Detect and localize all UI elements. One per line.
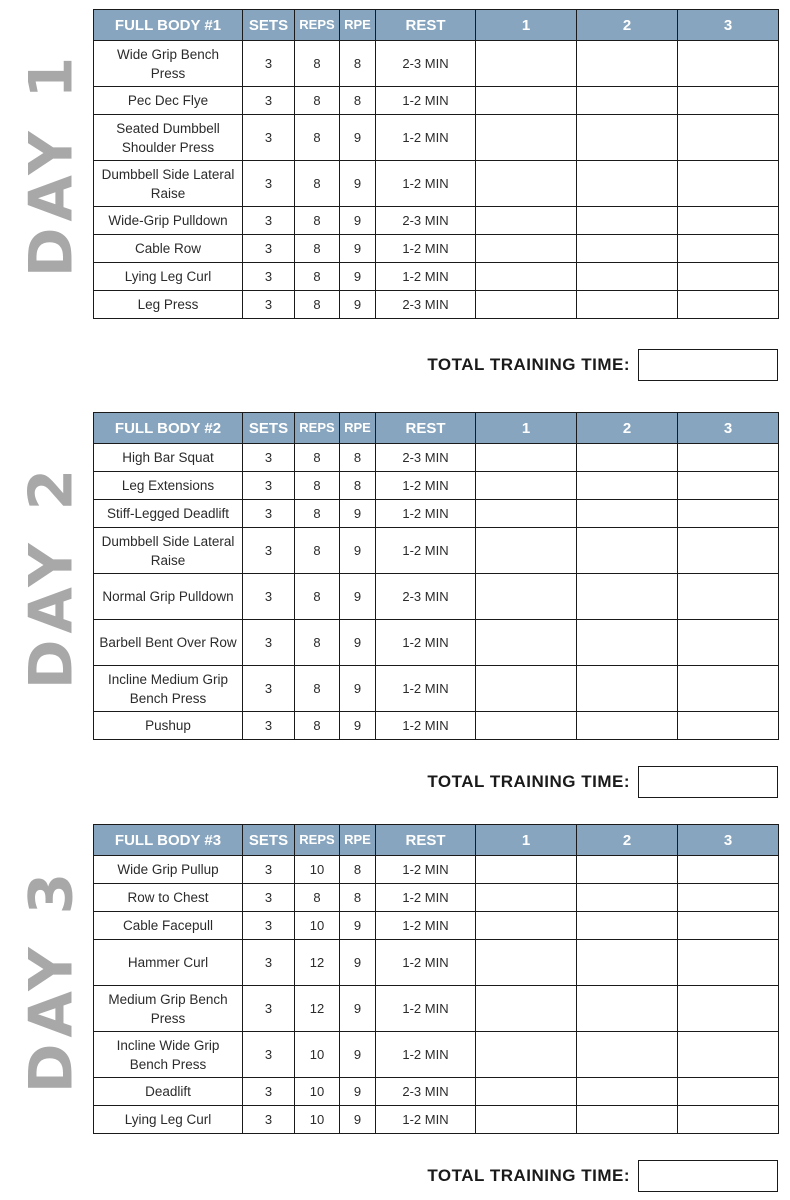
- table-row: [94, 574, 779, 620]
- set-1-entry[interactable]: [476, 444, 577, 472]
- reps-header: REPS: [295, 825, 340, 856]
- exercise-name: Lying Leg Curl: [94, 263, 243, 291]
- rest-value: 1-2 MIN: [376, 263, 476, 291]
- set-3-entry[interactable]: [678, 500, 779, 528]
- reps-value: 12: [295, 986, 340, 1032]
- sets-value: 3: [243, 620, 295, 666]
- total-training-time-label: TOTAL TRAINING TIME:: [427, 355, 630, 374]
- set-3-entry[interactable]: [678, 1078, 779, 1106]
- table-row: [94, 986, 779, 1032]
- rest-value: 1-2 MIN: [376, 528, 476, 574]
- set-3-entry[interactable]: [678, 884, 779, 912]
- sets-value: 3: [243, 115, 295, 161]
- table-row: [94, 712, 779, 740]
- set-3-entry[interactable]: [678, 574, 779, 620]
- rpe-value: 9: [340, 528, 376, 574]
- rpe-value: 9: [340, 1032, 376, 1078]
- set-3-entry[interactable]: [678, 235, 779, 263]
- set-1-entry[interactable]: [476, 161, 577, 207]
- rpe-header: RPE: [340, 413, 376, 444]
- exercise-name: Incline Wide Grip Bench Press: [94, 1032, 243, 1078]
- rpe-value: 9: [340, 986, 376, 1032]
- exercise-name: Stiff-Legged Deadlift: [94, 500, 243, 528]
- exercise-name: Medium Grip Bench Press: [94, 986, 243, 1032]
- table-row: [94, 500, 779, 528]
- rpe-value: 9: [340, 1106, 376, 1134]
- sets-value: 3: [243, 444, 295, 472]
- reps-value: 8: [295, 574, 340, 620]
- reps-value: 8: [295, 291, 340, 319]
- exercise-name: Wide Grip Pullup: [94, 856, 243, 884]
- set-3-entry[interactable]: [678, 666, 779, 712]
- sets-value: 3: [243, 207, 295, 235]
- table-row: [94, 235, 779, 263]
- reps-value: 8: [295, 87, 340, 115]
- set-2-entry[interactable]: [577, 115, 678, 161]
- set-1-entry[interactable]: [476, 207, 577, 235]
- reps-value: 8: [295, 263, 340, 291]
- set-1-entry[interactable]: [476, 1106, 577, 1134]
- set-1-entry[interactable]: [476, 1078, 577, 1106]
- set-2-entry[interactable]: [577, 161, 678, 207]
- set-2-entry[interactable]: [577, 235, 678, 263]
- set-3-entry[interactable]: [678, 263, 779, 291]
- reps-value: 8: [295, 41, 340, 87]
- set-3-entry[interactable]: [678, 87, 779, 115]
- rest-value: 1-2 MIN: [376, 500, 476, 528]
- set-3-header: 3: [678, 825, 779, 856]
- set-3-entry[interactable]: [678, 528, 779, 574]
- rest-value: 1-2 MIN: [376, 235, 476, 263]
- total-training-time-field[interactable]: [638, 1160, 778, 1192]
- rest-value: 1-2 MIN: [376, 712, 476, 740]
- table-row: [94, 41, 779, 87]
- table-row: [94, 940, 779, 986]
- set-2-entry[interactable]: [577, 884, 678, 912]
- rpe-value: 9: [340, 291, 376, 319]
- table-row: [94, 912, 779, 940]
- table-row: [94, 884, 779, 912]
- rpe-value: 8: [340, 472, 376, 500]
- sets-value: 3: [243, 986, 295, 1032]
- exercise-name: Pec Dec Flye: [94, 87, 243, 115]
- set-2-entry[interactable]: [577, 207, 678, 235]
- set-3-header: 3: [678, 413, 779, 444]
- total-training-time-field[interactable]: [638, 766, 778, 798]
- set-3-entry[interactable]: [678, 912, 779, 940]
- rest-value: 1-2 MIN: [376, 666, 476, 712]
- reps-value: 8: [295, 620, 340, 666]
- rest-value: 1-2 MIN: [376, 940, 476, 986]
- reps-header: REPS: [295, 413, 340, 444]
- total-training-time-field[interactable]: [638, 349, 778, 381]
- set-2-header: 2: [577, 10, 678, 41]
- sets-value: 3: [243, 1106, 295, 1134]
- table-row: [94, 666, 779, 712]
- reps-value: 8: [295, 207, 340, 235]
- set-2-entry[interactable]: [577, 940, 678, 986]
- table-header-row: [94, 825, 779, 856]
- rest-value: 1-2 MIN: [376, 472, 476, 500]
- rpe-value: 9: [340, 574, 376, 620]
- rest-value: 1-2 MIN: [376, 620, 476, 666]
- set-2-entry[interactable]: [577, 500, 678, 528]
- rest-value: 1-2 MIN: [376, 1106, 476, 1134]
- reps-value: 8: [295, 712, 340, 740]
- rpe-value: 9: [340, 263, 376, 291]
- sets-value: 3: [243, 87, 295, 115]
- workout-title: FULL BODY #2: [94, 413, 243, 444]
- set-3-entry[interactable]: [678, 986, 779, 1032]
- rpe-value: 9: [340, 940, 376, 986]
- sets-value: 3: [243, 528, 295, 574]
- rpe-value: 8: [340, 87, 376, 115]
- day-2-table: [93, 412, 779, 740]
- set-3-entry[interactable]: [678, 291, 779, 319]
- sets-value: 3: [243, 41, 295, 87]
- table-row: [94, 291, 779, 319]
- table-row: [94, 1078, 779, 1106]
- day-1-total-training-time: [400, 347, 778, 383]
- set-1-entry[interactable]: [476, 235, 577, 263]
- sets-value: 3: [243, 856, 295, 884]
- rpe-value: 9: [340, 1078, 376, 1106]
- rest-header: REST: [376, 10, 476, 41]
- sets-value: 3: [243, 235, 295, 263]
- reps-value: 8: [295, 235, 340, 263]
- set-2-entry[interactable]: [577, 1078, 678, 1106]
- sets-value: 3: [243, 574, 295, 620]
- sets-value: 3: [243, 472, 295, 500]
- sets-value: 3: [243, 712, 295, 740]
- day-2-total-training-time: [400, 764, 778, 800]
- rpe-value: 9: [340, 161, 376, 207]
- table-header-row: [94, 10, 779, 41]
- sets-value: 3: [243, 666, 295, 712]
- rpe-value: 9: [340, 500, 376, 528]
- day-2-label-text: DAY 2: [16, 462, 86, 690]
- set-1-entry[interactable]: [476, 41, 577, 87]
- set-2-entry[interactable]: [577, 263, 678, 291]
- reps-value: 8: [295, 161, 340, 207]
- sets-value: 3: [243, 500, 295, 528]
- set-1-entry[interactable]: [476, 940, 577, 986]
- sets-value: 3: [243, 940, 295, 986]
- rpe-value: 8: [340, 884, 376, 912]
- set-1-header: 1: [476, 10, 577, 41]
- set-3-entry[interactable]: [678, 1032, 779, 1078]
- rest-value: 2-3 MIN: [376, 41, 476, 87]
- set-1-header: 1: [476, 825, 577, 856]
- exercise-name: Leg Press: [94, 291, 243, 319]
- rest-value: 1-2 MIN: [376, 986, 476, 1032]
- rpe-header: RPE: [340, 10, 376, 41]
- rpe-value: 9: [340, 115, 376, 161]
- exercise-name: Wide-Grip Pulldown: [94, 207, 243, 235]
- set-2-header: 2: [577, 825, 678, 856]
- sets-value: 3: [243, 912, 295, 940]
- day-3-label-text: DAY 3: [16, 866, 86, 1094]
- set-1-entry[interactable]: [476, 620, 577, 666]
- exercise-name: Lying Leg Curl: [94, 1106, 243, 1134]
- set-1-entry[interactable]: [476, 986, 577, 1032]
- sets-value: 3: [243, 884, 295, 912]
- set-3-entry[interactable]: [678, 940, 779, 986]
- day-1-table: [93, 9, 779, 319]
- table-row: [94, 472, 779, 500]
- exercise-name: Dumbbell Side Lateral Raise: [94, 161, 243, 207]
- set-3-entry[interactable]: [678, 472, 779, 500]
- set-1-entry[interactable]: [476, 500, 577, 528]
- set-3-entry[interactable]: [678, 207, 779, 235]
- sets-value: 3: [243, 1078, 295, 1106]
- rpe-header: RPE: [340, 825, 376, 856]
- total-training-time-label: TOTAL TRAINING TIME:: [427, 1166, 630, 1185]
- set-1-entry[interactable]: [476, 1032, 577, 1078]
- reps-value: 10: [295, 1032, 340, 1078]
- set-2-entry[interactable]: [577, 444, 678, 472]
- rpe-value: 8: [340, 41, 376, 87]
- sets-value: 3: [243, 161, 295, 207]
- sets-value: 3: [243, 1032, 295, 1078]
- table-row: [94, 620, 779, 666]
- reps-value: 8: [295, 884, 340, 912]
- set-3-entry[interactable]: [678, 1106, 779, 1134]
- rest-value: 2-3 MIN: [376, 444, 476, 472]
- exercise-name: Incline Medium Grip Bench Press: [94, 666, 243, 712]
- reps-value: 10: [295, 1078, 340, 1106]
- set-1-entry[interactable]: [476, 87, 577, 115]
- total-training-time-label: TOTAL TRAINING TIME:: [427, 772, 630, 791]
- reps-value: 8: [295, 444, 340, 472]
- exercise-name: Pushup: [94, 712, 243, 740]
- set-2-entry[interactable]: [577, 574, 678, 620]
- day-3-total-training-time: [400, 1158, 778, 1194]
- set-2-entry[interactable]: [577, 856, 678, 884]
- table-row: [94, 161, 779, 207]
- rest-value: 1-2 MIN: [376, 884, 476, 912]
- set-3-entry[interactable]: [678, 856, 779, 884]
- table-row: [94, 1106, 779, 1134]
- rest-value: 1-2 MIN: [376, 87, 476, 115]
- set-2-entry[interactable]: [577, 291, 678, 319]
- exercise-name: Normal Grip Pulldown: [94, 574, 243, 620]
- table-row: [94, 115, 779, 161]
- rest-header: REST: [376, 413, 476, 444]
- reps-value: 8: [295, 472, 340, 500]
- exercise-name: Cable Row: [94, 235, 243, 263]
- set-1-entry[interactable]: [476, 291, 577, 319]
- reps-value: 8: [295, 115, 340, 161]
- table-row: [94, 444, 779, 472]
- reps-value: 10: [295, 1106, 340, 1134]
- exercise-name: Dumbbell Side Lateral Raise: [94, 528, 243, 574]
- set-3-entry[interactable]: [678, 115, 779, 161]
- set-1-entry[interactable]: [476, 115, 577, 161]
- rest-value: 1-2 MIN: [376, 115, 476, 161]
- set-3-entry[interactable]: [678, 161, 779, 207]
- exercise-name: Seated Dumbbell Shoulder Press: [94, 115, 243, 161]
- rpe-value: 9: [340, 235, 376, 263]
- rpe-value: 8: [340, 856, 376, 884]
- set-3-entry[interactable]: [678, 712, 779, 740]
- set-2-entry[interactable]: [577, 986, 678, 1032]
- rest-value: 1-2 MIN: [376, 1032, 476, 1078]
- rpe-value: 9: [340, 712, 376, 740]
- table-header-row: [94, 413, 779, 444]
- set-2-entry[interactable]: [577, 41, 678, 87]
- sets-value: 3: [243, 263, 295, 291]
- set-1-entry[interactable]: [476, 856, 577, 884]
- rest-value: 1-2 MIN: [376, 161, 476, 207]
- exercise-name: Deadlift: [94, 1078, 243, 1106]
- reps-value: 10: [295, 856, 340, 884]
- set-3-header: 3: [678, 10, 779, 41]
- reps-value: 8: [295, 500, 340, 528]
- sets-header: SETS: [243, 10, 295, 41]
- workout-title: FULL BODY #1: [94, 10, 243, 41]
- exercise-name: Leg Extensions: [94, 472, 243, 500]
- rpe-value: 9: [340, 620, 376, 666]
- sets-header: SETS: [243, 825, 295, 856]
- exercise-name: Barbell Bent Over Row: [94, 620, 243, 666]
- table-row: [94, 1032, 779, 1078]
- day-1-label-text: DAY 1: [16, 50, 86, 278]
- exercise-name: Row to Chest: [94, 884, 243, 912]
- set-2-entry[interactable]: [577, 620, 678, 666]
- exercise-name: Hammer Curl: [94, 940, 243, 986]
- set-2-entry[interactable]: [577, 1032, 678, 1078]
- set-2-entry[interactable]: [577, 666, 678, 712]
- table-row: [94, 856, 779, 884]
- set-3-entry[interactable]: [678, 444, 779, 472]
- rest-value: 2-3 MIN: [376, 207, 476, 235]
- set-2-entry[interactable]: [577, 712, 678, 740]
- rest-value: 1-2 MIN: [376, 912, 476, 940]
- set-2-entry[interactable]: [577, 87, 678, 115]
- set-1-entry[interactable]: [476, 712, 577, 740]
- reps-value: 8: [295, 666, 340, 712]
- table-row: [94, 263, 779, 291]
- set-2-entry[interactable]: [577, 472, 678, 500]
- rest-value: 1-2 MIN: [376, 856, 476, 884]
- set-1-entry[interactable]: [476, 263, 577, 291]
- rest-value: 2-3 MIN: [376, 1078, 476, 1106]
- exercise-name: Wide Grip Bench Press: [94, 41, 243, 87]
- set-1-entry[interactable]: [476, 472, 577, 500]
- workout-title: FULL BODY #3: [94, 825, 243, 856]
- table-row: [94, 528, 779, 574]
- day-3-label: [16, 825, 86, 1135]
- day-2-label: [16, 413, 86, 739]
- rpe-value: 9: [340, 207, 376, 235]
- set-3-entry[interactable]: [678, 620, 779, 666]
- exercise-name: High Bar Squat: [94, 444, 243, 472]
- rpe-value: 8: [340, 444, 376, 472]
- set-2-header: 2: [577, 413, 678, 444]
- set-1-entry[interactable]: [476, 912, 577, 940]
- reps-value: 8: [295, 528, 340, 574]
- day-1-label: [16, 10, 86, 318]
- set-1-header: 1: [476, 413, 577, 444]
- set-1-entry[interactable]: [476, 666, 577, 712]
- table-row: [94, 87, 779, 115]
- reps-header: REPS: [295, 10, 340, 41]
- table-row: [94, 207, 779, 235]
- rest-value: 2-3 MIN: [376, 291, 476, 319]
- sets-header: SETS: [243, 413, 295, 444]
- set-2-entry[interactable]: [577, 528, 678, 574]
- set-3-entry[interactable]: [678, 41, 779, 87]
- set-1-entry[interactable]: [476, 884, 577, 912]
- rest-header: REST: [376, 825, 476, 856]
- set-1-entry[interactable]: [476, 528, 577, 574]
- day-3-table: [93, 824, 779, 1134]
- reps-value: 10: [295, 912, 340, 940]
- exercise-name: Cable Facepull: [94, 912, 243, 940]
- rpe-value: 9: [340, 912, 376, 940]
- set-1-entry[interactable]: [476, 574, 577, 620]
- rest-value: 2-3 MIN: [376, 574, 476, 620]
- sets-value: 3: [243, 291, 295, 319]
- set-2-entry[interactable]: [577, 912, 678, 940]
- rpe-value: 9: [340, 666, 376, 712]
- set-2-entry[interactable]: [577, 1106, 678, 1134]
- reps-value: 12: [295, 940, 340, 986]
